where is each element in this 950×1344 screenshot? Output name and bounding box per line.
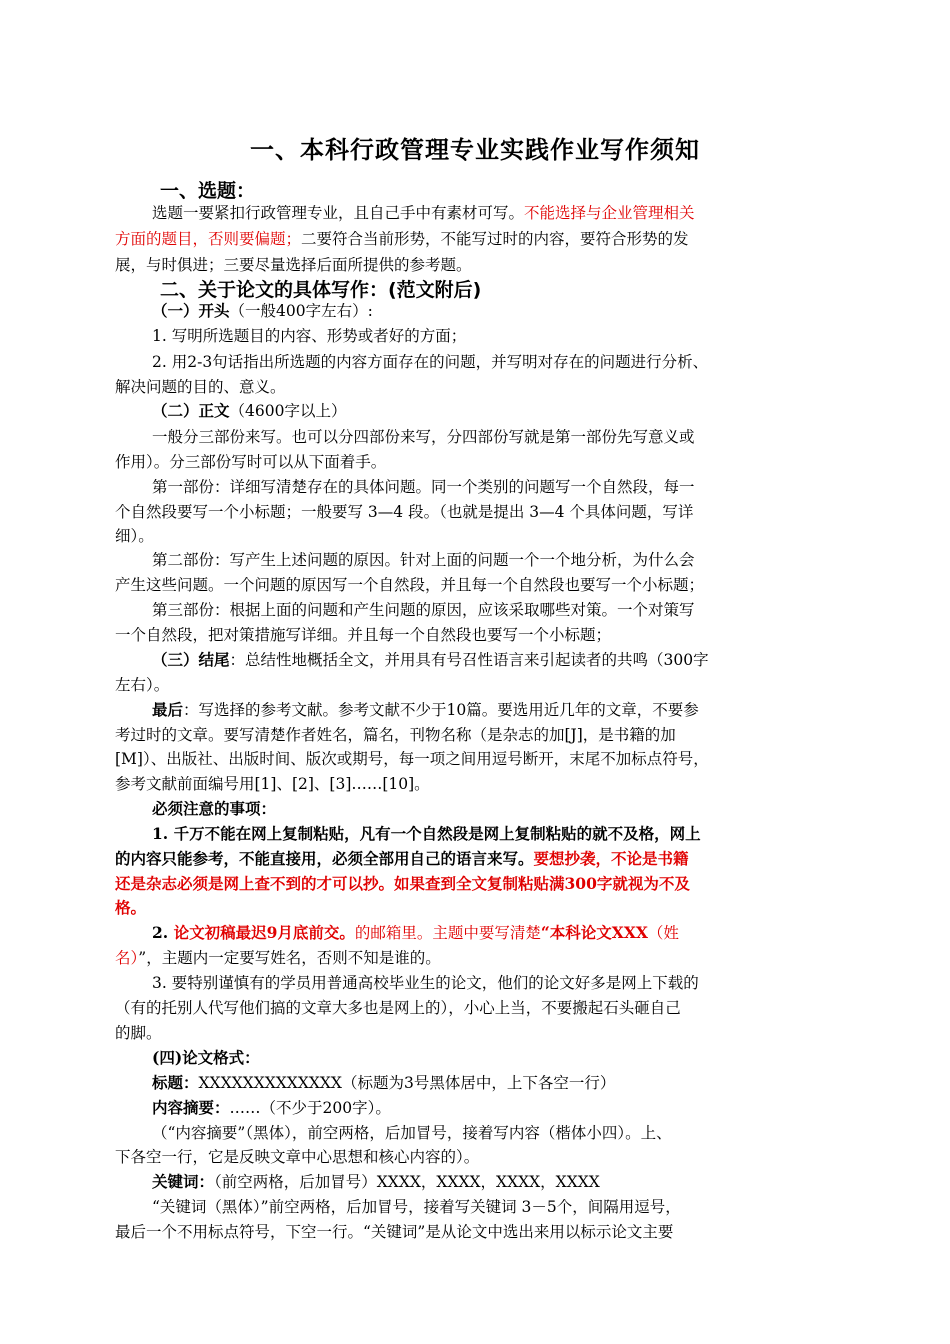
format-heading: (四)论文格式： — [152, 1048, 260, 1067]
paragraph-line: [M]）、出版社、出版时间、版次或期号，每一项之间用逗号断开，末尾不加标点符号， — [115, 750, 709, 768]
paragraph-line: 个自然段要写一个小标题；一般要写 3—4 段。（也就是提出 3—4 个具体问题，写详 — [115, 503, 694, 521]
format-abstract-line: 内容摘要：……（不少于200字）。 — [152, 1098, 391, 1117]
paragraph-line: 还是杂志必须是网上查不到的才可以抄。如果查到全文复制粘贴满300字就视为不及 — [115, 874, 690, 893]
format-title-line: 标题：XXXXXXXXXXXXX（标题为3号黑体居中，上下各空一行） — [152, 1073, 616, 1092]
paragraph-line: 作用）。分三部份写时可以从下面着手。 — [115, 453, 387, 471]
paragraph-line: 格。 — [115, 898, 147, 917]
paragraph-line: 第三部份：根据上面的问题和产生问题的原因，应该采取哪些对策。一个对策写 — [152, 601, 695, 619]
subheading-body: （二）正文（4600字以上） — [152, 401, 347, 420]
paragraph-line: 解决问题的目的、意义。 — [115, 378, 286, 396]
subheading-opening: （一）开头（一般400字左右）: — [152, 301, 373, 320]
format-keywords-line: 关键词：（前空两格，后加冒号）XXXX，XXXX，XXXX，XXXX — [152, 1172, 600, 1191]
paragraph-line: （有的托别人代写他们搞的文章大多也是网上的），小心上当，不要搬起石头砸自己 — [115, 999, 681, 1017]
paragraph-line: 细）。 — [115, 527, 154, 545]
paragraph-line: 2. 用2-3句话指出所选题的内容方面存在的问题，并写明对存在的问题进行分析、 — [152, 353, 709, 371]
paragraph-line: 参考文献前面编号用[1]、[2]、[3]……[10]。 — [115, 775, 430, 793]
paragraph-line: 展，与时俱进；三要尽量选择后面所提供的参考题。 — [115, 256, 472, 274]
section-heading-topic: 一、选题： — [160, 180, 256, 202]
paragraph-line: 一个自然段，把对策措施写详细。并且每一个自然段也要写一个小标题； — [115, 626, 612, 644]
page-title: 一、本科行政管理专业实践作业写作须知 — [250, 136, 700, 164]
section-heading-writing: 二、关于论文的具体写作：(范文附后) — [160, 279, 482, 301]
subheading-ending: （三）结尾：总结性地概括全文，并用具有号召性语言来引起读者的共鸣（300字 — [152, 650, 709, 669]
paragraph-line: 产生这些问题。一个问题的原因写一个自然段，并且每一个自然段也要写一个小标题； — [115, 576, 705, 594]
notice-heading: 必须注意的事项： — [152, 799, 277, 818]
paragraph-line: 1. 千万不能在网上复制粘贴，凡有一个自然段是网上复制粘贴的就不及格，网上 — [152, 824, 701, 843]
paragraph-line: 第一部份：详细写清楚存在的具体问题。同一个类别的问题写一个自然段，每一 — [152, 478, 695, 496]
paragraph-line: 最后一个不用标点符号，下空一行。“关键词”是从论文中选出来用以标示论文主要 — [115, 1223, 674, 1241]
paragraph-line: 第二部份：写产生上述问题的原因。针对上面的问题一个一个地分析，为什么会 — [152, 551, 695, 569]
paragraph-line: 3. 要特别谨慎有的学员用普通高校毕业生的论文，他们的论文好多是网上下载的 — [152, 974, 699, 992]
paragraph-line: 方面的题目，否则要偏题；二要符合当前形势，不能写过时的内容，要符合形势的发 — [115, 230, 689, 248]
paragraph-line: 名）”，主题内一定要写姓名，否则不知是谁的。 — [115, 949, 441, 967]
paragraph-line: 考过时的文章。要写清楚作者姓名，篇名，刊物名称（是杂志的加[J]，是书籍的加 — [115, 726, 676, 744]
paragraph-line: 2. 论文初稿最迟9月底前交。的邮箱里。主题中要写清楚“本科论文XXX（姓 — [152, 923, 679, 942]
paragraph-line: 左右）。 — [115, 676, 170, 694]
paragraph-line: “关键词（黑体）”前空两格，后加冒号，接着写关键词 3－5个，间隔用逗号， — [152, 1198, 681, 1216]
paragraph-line: 下各空一行，它是反映文章中心思想和核心内容的）。 — [115, 1148, 480, 1166]
paragraph-line: 一般分三部份来写。也可以分四部份来写，分四部份写就是第一部份先写意义或 — [152, 428, 695, 446]
subheading-last: 最后：写选择的参考文献。参考文献不少于10篇。要选用近几年的文章，不要参 — [152, 700, 699, 719]
paragraph-line: 选题一要紧扣行政管理专业，且自己手中有素材可写。不能选择与企业管理相关 — [152, 204, 695, 222]
paragraph-line: （“内容摘要”（黑体），前空两格，后加冒号，接着写内容（楷体小四）。上、 — [152, 1124, 672, 1142]
paragraph-line: 的内容只能参考，不能直接用，必须全部用自己的语言来写。要想抄袭，不论是书籍 — [115, 849, 689, 868]
paragraph-line: 1. 写明所选题目的内容、形势或者好的方面； — [152, 327, 467, 345]
paragraph-line: 的脚。 — [115, 1024, 162, 1042]
